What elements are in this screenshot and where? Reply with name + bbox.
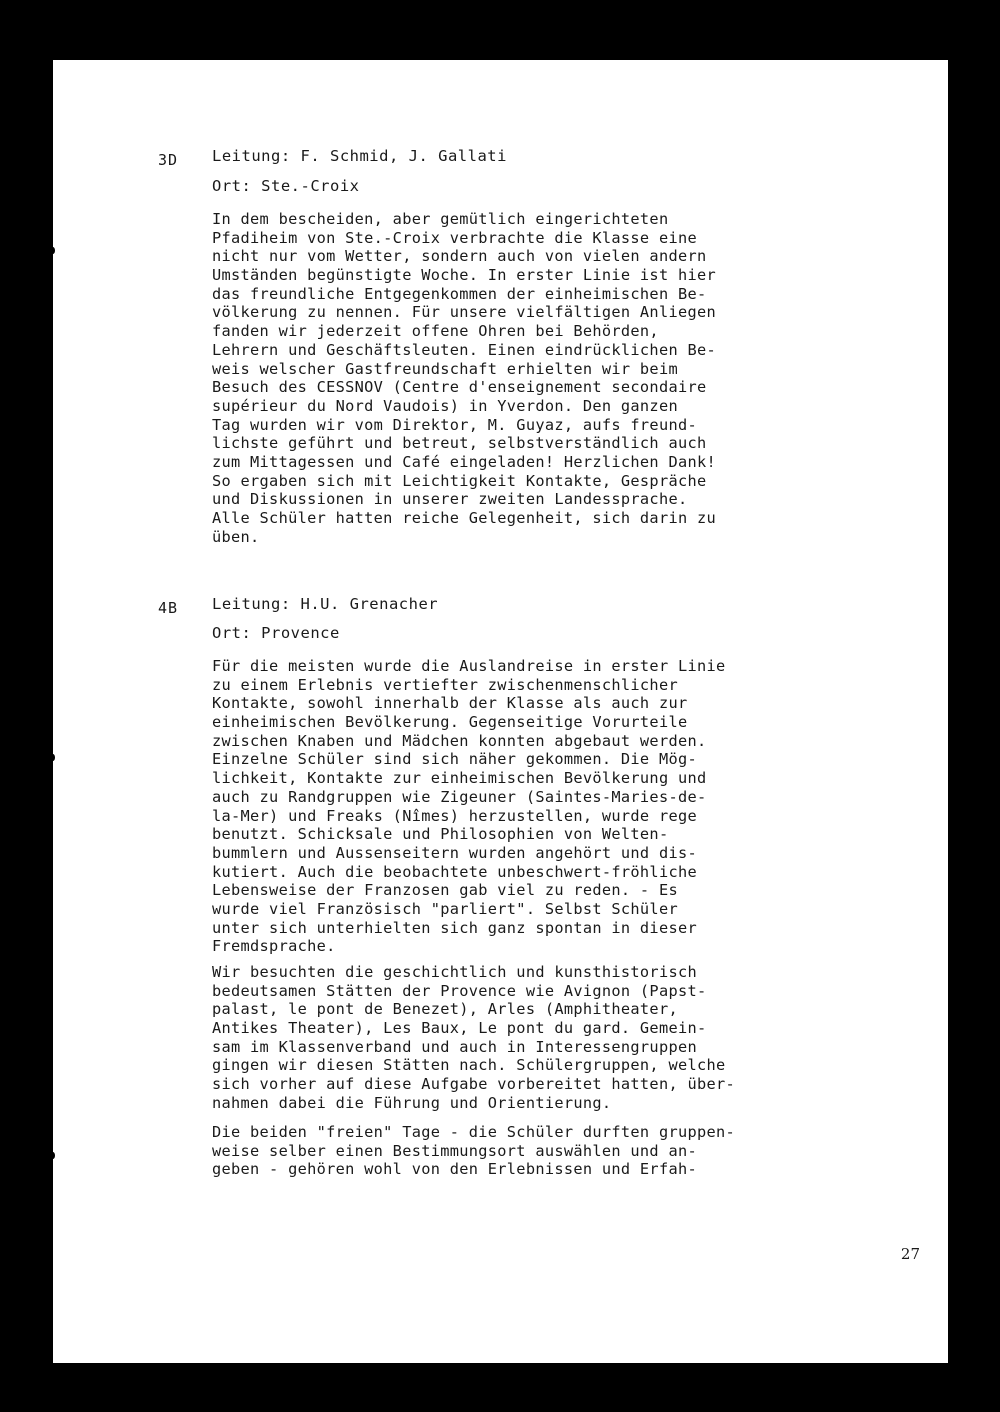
text-line: supérieur du Nord Vaudois) in Yverdon. Den ganzen xyxy=(212,396,678,415)
text-line: üben. xyxy=(212,527,260,546)
text-line: gingen wir diesen Stätten nach. Schülergruppen, welche xyxy=(212,1056,726,1075)
text-line: einheimischen Bevölkerung. Gegenseitige Vorurteile xyxy=(212,713,688,732)
text-line: fanden wir jederzeit offene Ohren bei Behörden, xyxy=(212,322,659,341)
text-line: sam im Klassenverband und auch in Interessengruppen xyxy=(212,1037,697,1056)
text-line: So ergaben sich mit Leichtigkeit Kontakte, Gespräche xyxy=(212,471,707,490)
text-line: weise selber einen Bestimmungsort auswählen und an- xyxy=(212,1141,697,1160)
text-line: In dem bescheiden, aber gemütlich eingerichteten xyxy=(212,210,669,228)
document-page xyxy=(53,60,948,1363)
scan-speck xyxy=(51,1152,55,1159)
text-line: und Diskussionen in unserer zweiten Landessprache. xyxy=(212,490,688,509)
text-line: Alle Schüler hatten reiche Gelegenheit, sich darin zu xyxy=(212,509,717,527)
section-location: Ort: Ste.-Croix xyxy=(212,177,360,195)
text-line: Einzelne Schüler sind sich näher gekommen. Die Mög- xyxy=(212,750,697,769)
text-line: das freundliche Entgegenkommen der einheimischen Be- xyxy=(212,284,707,303)
text-line: völkerung zu nennen. Für unsere vielfältigen Anliegen xyxy=(212,303,717,322)
text-line: Die beiden "freien" Tage - die Schüler durften gruppen- xyxy=(212,1123,736,1141)
scan-speck xyxy=(51,754,55,761)
text-line: nicht nur vom Wetter, sondern auch von vielen andern xyxy=(212,247,707,266)
text-line: Lebensweise der Franzosen gab viel zu reden. - Es xyxy=(212,881,678,900)
text-line: la-Mer) und Freaks (Nîmes) herzustellen, wurde rege xyxy=(212,806,697,825)
text-line: palast, le pont de Benezet), Arles (Amphitheater, xyxy=(212,1000,678,1019)
page-number: 27 xyxy=(900,1245,920,1263)
paragraph xyxy=(212,657,832,956)
section-location: Ort: Provence xyxy=(212,624,340,642)
text-line: lichste geführt und betreut, selbstverständlich auch xyxy=(212,434,707,453)
text-line: unter sich unterhielten sich ganz spontan in dieser xyxy=(212,918,697,937)
text-line: Tag wurden wir vom Direktor, M. Guyaz, aufs freund- xyxy=(212,415,697,434)
text-line: Fremdsprache. xyxy=(212,937,336,956)
text-line: zwischen Knaben und Mädchen konnten abgebaut werden. xyxy=(212,731,707,750)
paragraph xyxy=(212,963,832,1113)
text-line: auch zu Randgruppen wie Zigeuner (Saintes-Maries-de- xyxy=(212,787,707,806)
text-line: nahmen dabei die Führung und Orientierung. xyxy=(212,1093,612,1112)
text-line: Umständen begünstigte Woche. In erster Linie ist hier xyxy=(212,266,717,285)
text-line: Pfadiheim von Ste.-Croix verbrachte die Klasse eine xyxy=(212,228,697,247)
section-code: 4B xyxy=(158,599,179,617)
section-leader: Leitung: H.U. Grenacher xyxy=(212,595,439,613)
section-leader: Leitung: F. Schmid, J. Gallati xyxy=(212,147,507,165)
section-code: 3D xyxy=(158,151,179,169)
text-line: Für die meisten wurde die Auslandreise in erster Linie xyxy=(212,657,726,675)
text-line: bedeutsamen Stätten der Provence wie Avignon (Papst- xyxy=(212,981,707,1000)
text-line: lichkeit, Kontakte zur einheimischen Bevölkerung und xyxy=(212,769,707,788)
text-line: kutiert. Auch die beobachtete unbeschwert-fröhliche xyxy=(212,862,697,881)
text-line: zum Mittagessen und Café eingeladen! Herzlichen Dank! xyxy=(212,452,717,471)
text-line: geben - gehören wohl von den Erlebnissen und Erfah- xyxy=(212,1160,697,1179)
text-line: Kontakte, sowohl innerhalb der Klasse als auch zur xyxy=(212,694,688,713)
paragraph xyxy=(212,210,832,546)
text-line: benutzt. Schicksale und Philosophien von Welten- xyxy=(212,825,669,844)
text-line: Antikes Theater), Les Baux, Le pont du gard. Gemein- xyxy=(212,1019,707,1038)
paragraph xyxy=(212,1123,832,1179)
text-line: Lehrern und Geschäftsleuten. Einen eindrücklichen Be- xyxy=(212,340,717,359)
text-line: Wir besuchten die geschichtlich und kunsthistorisch xyxy=(212,963,697,981)
text-line: wurde viel Französisch "parliert". Selbst Schüler xyxy=(212,899,678,918)
text-line: bummlern und Aussenseitern wurden angehört und dis- xyxy=(212,843,697,862)
scan-speck xyxy=(51,247,55,254)
text-line: Besuch des CESSNOV (Centre d'enseignement secondaire xyxy=(212,378,707,397)
text-line: sich vorher auf diese Aufgabe vorbereitet hatten, über- xyxy=(212,1075,736,1094)
text-line: zu einem Erlebnis vertiefter zwischenmenschlicher xyxy=(212,675,678,694)
text-line: weis welscher Gastfreundschaft erhielten wir beim xyxy=(212,359,678,378)
